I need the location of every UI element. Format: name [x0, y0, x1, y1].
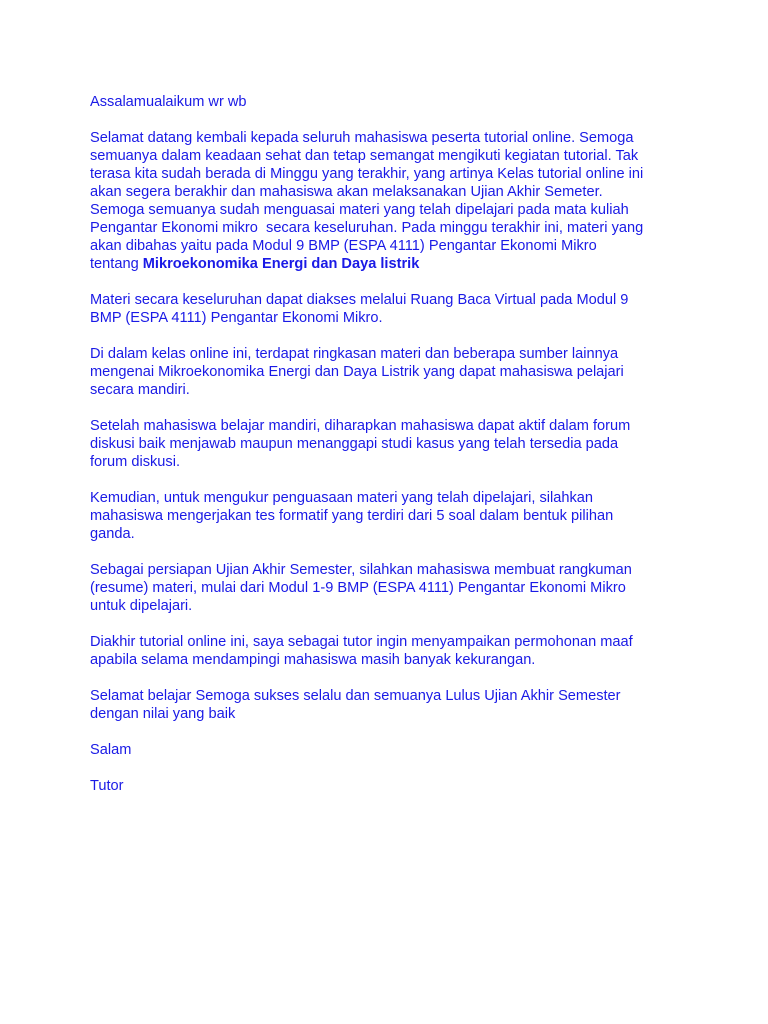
paragraph-forum — [90, 417, 690, 471]
paragraph-gap — [90, 111, 690, 129]
topic-title: Mikroekonomika Energi dan Daya listrik — [142, 256, 420, 272]
paragraph-line: semuanya dalam keadaan sehat dan tetap semangat mengikuti kegiatan tutorial. Tak — [90, 148, 639, 164]
paragraph-line: Selamat datang kembali kepada seluruh mahasiswa peserta tutorial online. Semoga — [90, 130, 634, 146]
paragraph-line: Materi secara keseluruhan dapat diakses melalui Ruang Baca Virtual pada Modul 9 — [90, 292, 629, 308]
paragraph-line: dengan nilai yang baik — [90, 706, 236, 722]
paragraph-welcome — [90, 129, 690, 273]
document-page — [90, 93, 690, 795]
paragraph-line: Semoga semuanya sudah menguasai materi yang telah dipelajari pada mata kuliah — [90, 202, 629, 218]
paragraph-line: terasa kita sudah berada di Minggu yang terakhir, yang artinya Kelas tutorial online ini — [90, 166, 644, 182]
paragraph-line: Diakhir tutorial online ini, saya sebagai tutor ingin menyampaikan permohonan maaf — [90, 634, 633, 650]
topic-prefix: tentang — [90, 256, 143, 272]
paragraph-gap — [90, 399, 690, 417]
paragraph-gap — [90, 327, 690, 345]
paragraph-line — [90, 255, 690, 273]
paragraph-wishes — [90, 687, 690, 723]
closing: Salam — [90, 742, 132, 758]
paragraph-gap — [90, 615, 690, 633]
signature: Tutor — [90, 778, 124, 794]
paragraph-line: akan dibahas yaitu pada Modul 9 BMP (ESPA 4111) Pengantar Ekonomi Mikro — [90, 238, 597, 254]
paragraph-line: BMP (ESPA 4111) Pengantar Ekonomi Mikro. — [90, 310, 383, 326]
paragraph-materials — [90, 291, 690, 327]
greeting: Assalamualaikum wr wb — [90, 94, 247, 110]
paragraph-line: Setelah mahasiswa belajar mandiri, diharapkan mahasiswa dapat aktif dalam forum — [90, 418, 631, 434]
paragraph-line: mahasiswa mengerjakan tes formatif yang terdiri dari 5 soal dalam bentuk pilihan — [90, 508, 614, 524]
paragraph-gap — [90, 723, 690, 741]
paragraph-line: secara mandiri. — [90, 382, 190, 398]
paragraph-gap — [90, 669, 690, 687]
paragraph-quiz — [90, 489, 690, 543]
paragraph-line: Kemudian, untuk mengukur penguasaan materi yang telah dipelajari, silahkan — [90, 490, 593, 506]
paragraph-line: diskusi baik menjawab maupun menanggapi studi kasus yang telah tersedia pada — [90, 436, 619, 452]
paragraph-apology — [90, 633, 690, 669]
paragraph-line: Sebagai persiapan Ujian Akhir Semester, silahkan mahasiswa membuat rangkuman — [90, 562, 632, 578]
paragraph-gap — [90, 759, 690, 777]
paragraph-summary — [90, 345, 690, 399]
paragraph-line: forum diskusi. — [90, 454, 181, 470]
paragraph-line: Selamat belajar Semoga sukses selalu dan semuanya Lulus Ujian Akhir Semester — [90, 688, 621, 704]
paragraph-line: (resume) materi, mulai dari Modul 1-9 BMP (ESPA 4111) Pengantar Ekonomi Mikro — [90, 580, 626, 596]
paragraph-line: untuk dipelajari. — [90, 598, 193, 614]
paragraph-gap — [90, 543, 690, 561]
paragraph-line: akan segera berakhir dan mahasiswa akan melaksanakan Ujian Akhir Semeter. — [90, 184, 603, 200]
paragraph-line: ganda. — [90, 526, 135, 542]
paragraph-line: Pengantar Ekonomi mikro secara keseluruhan. Pada minggu terakhir ini, materi yang — [90, 220, 644, 236]
paragraph-gap — [90, 471, 690, 489]
paragraph-gap — [90, 273, 690, 291]
paragraph-line: apabila selama mendampingi mahasiswa masih banyak kekurangan. — [90, 652, 536, 668]
paragraph-exam-prep — [90, 561, 690, 615]
paragraph-line: mengenai Mikroekonomika Energi dan Daya Listrik yang dapat mahasiswa pelajari — [90, 364, 624, 380]
paragraph-line: Di dalam kelas online ini, terdapat ringkasan materi dan beberapa sumber lainnya — [90, 346, 619, 362]
